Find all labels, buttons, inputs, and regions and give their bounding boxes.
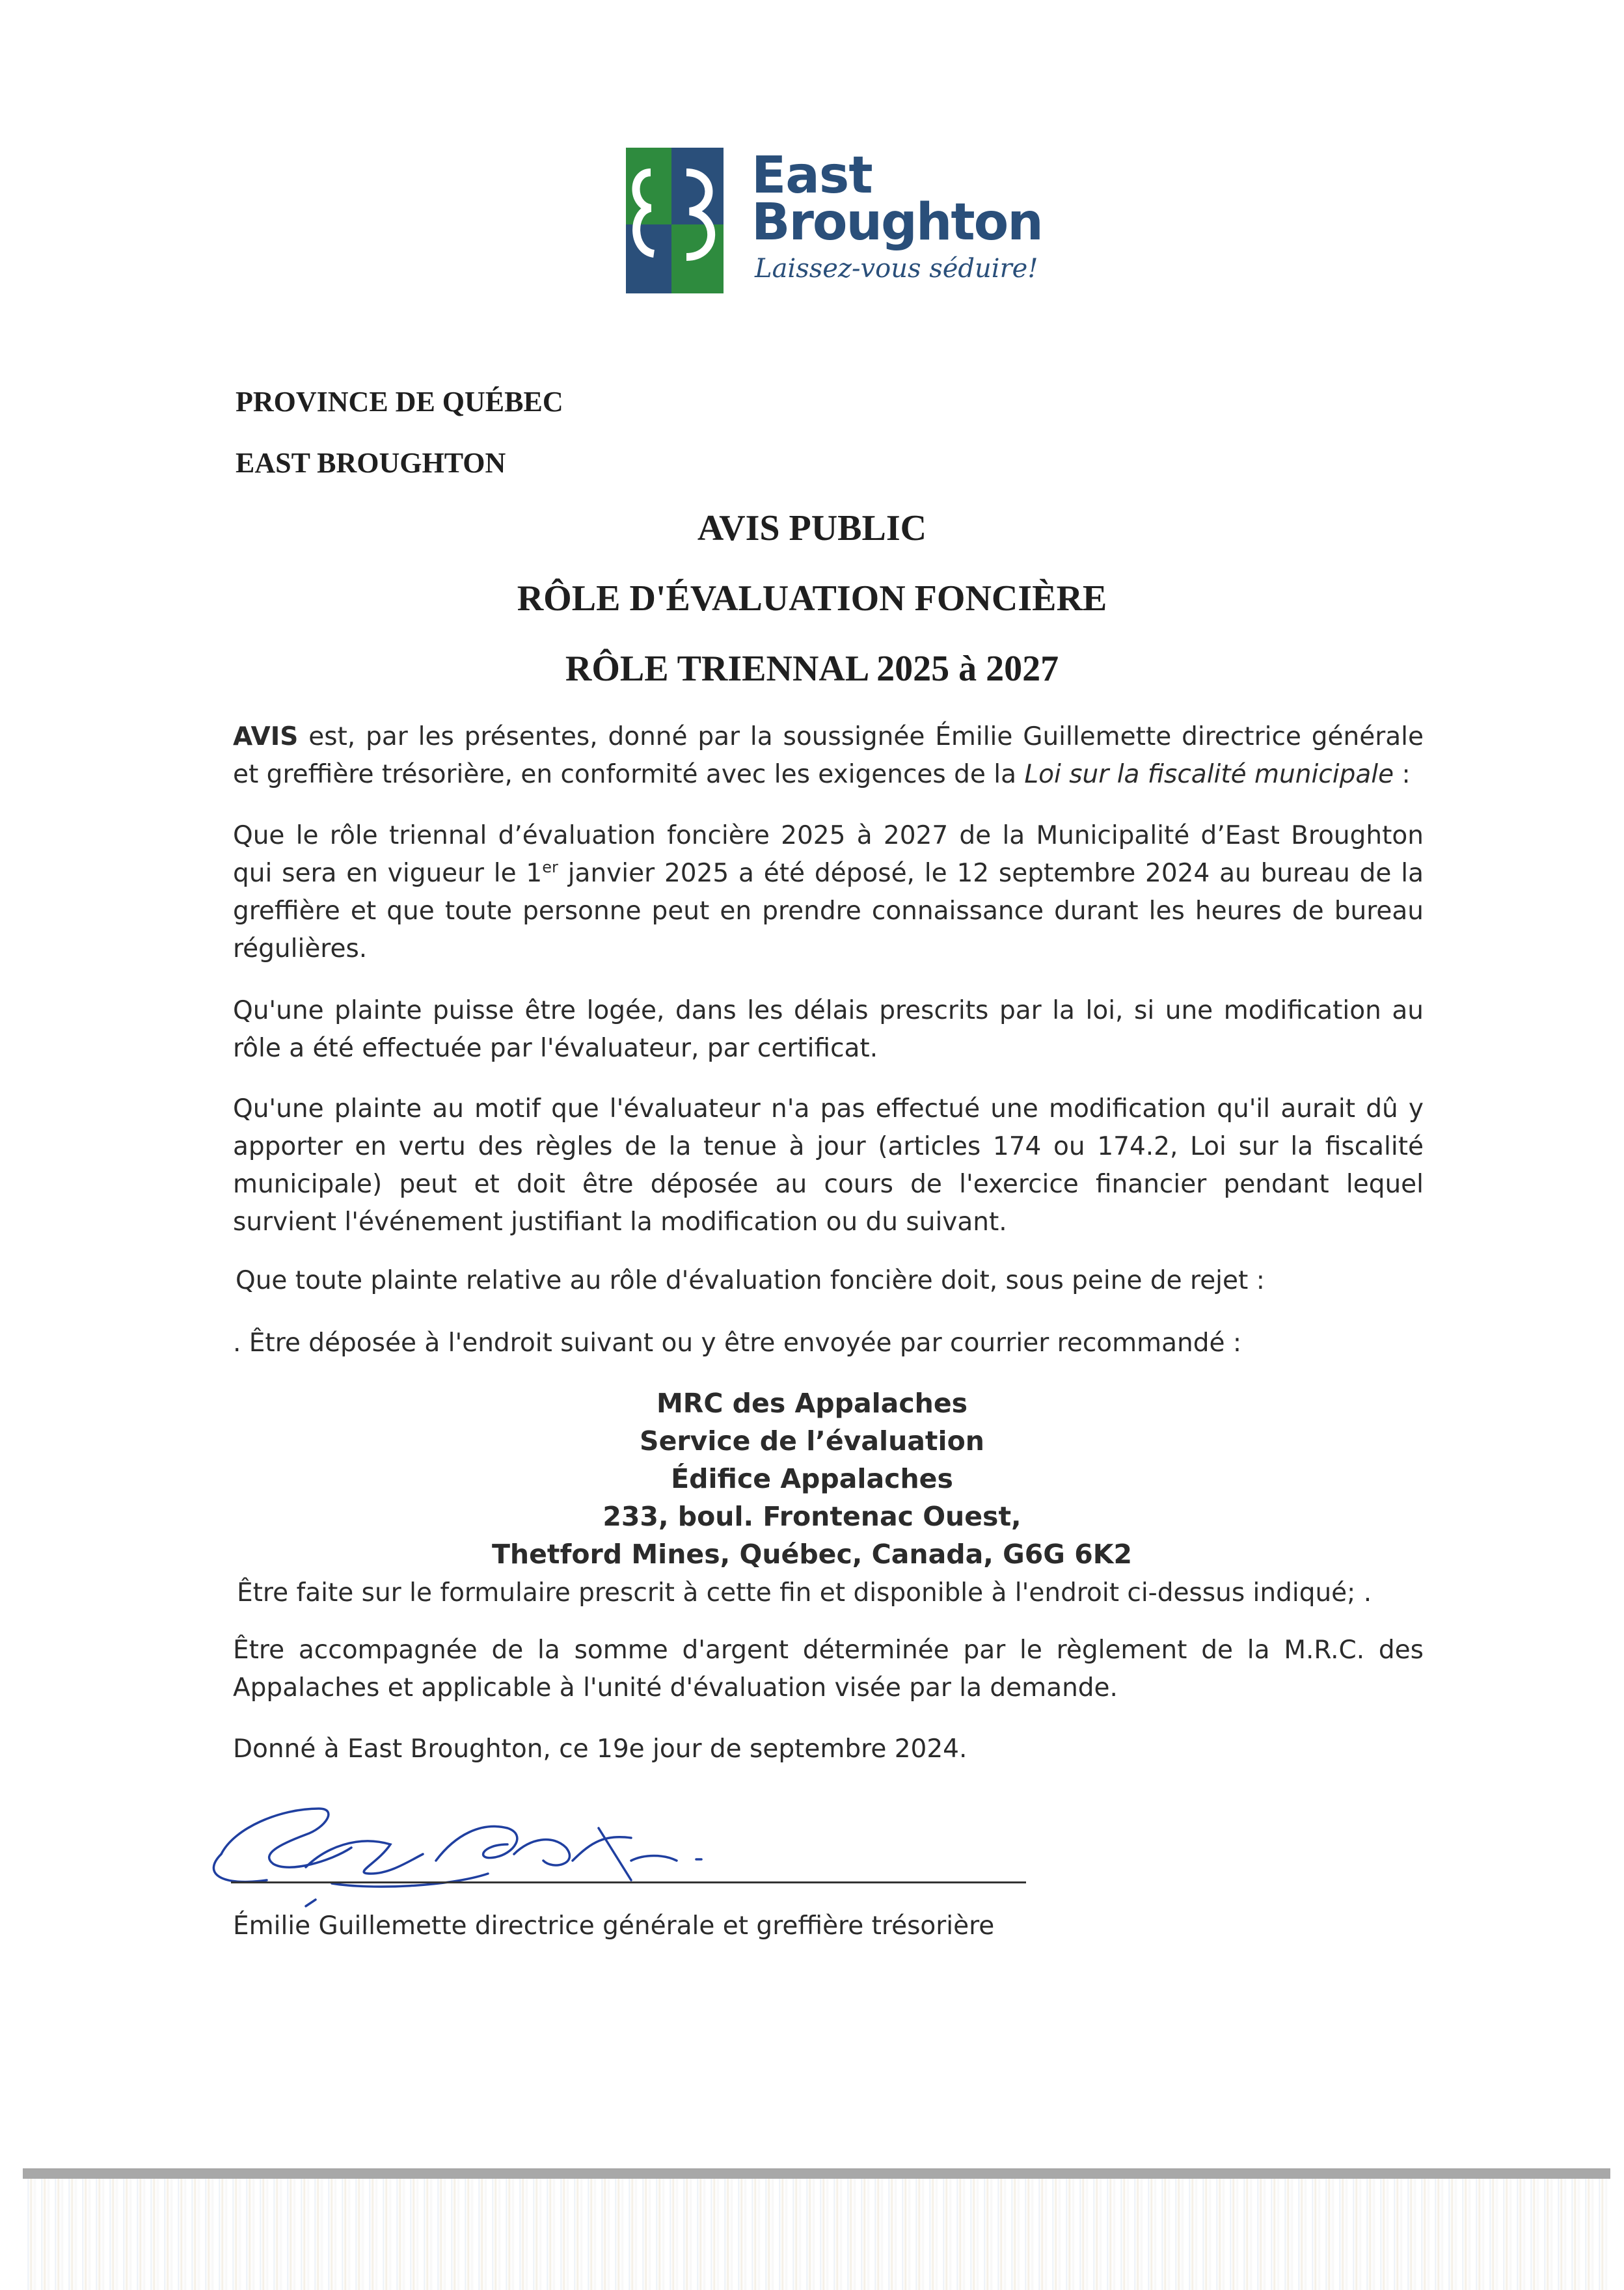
title-public-notice: AVIS PUBLIC <box>697 508 927 548</box>
notice-intro-text: est, par les présentes, donné par la soussignée Émilie Guillemette directrice générale et greffière trésorière, en conformité avec les exigences de la <box>233 722 1424 789</box>
address-line-street: 233, boul. Frontenac Ouest, <box>602 1501 1022 1532</box>
paragraph-fee-requirement: Être accompagnée de la somme d'argent déterminée par le règlement de la M.R.C. des Appalaches et applicable à l'unité d'évaluation visée par la demande. <box>233 1636 1424 1703</box>
paragraph-complaint-requirements: Que toute plainte relative au rôle d'évaluation foncière doit, sous peine de rejet : <box>236 1266 1265 1295</box>
paragraph-deposit-location: . Être déposée à l'endroit suivant ou y être envoyée par courrier recommandé : <box>233 1328 1242 1358</box>
paragraph-form-requirement: Être faite sur le formulaire prescrit à cette fin et disponible à l'endroit ci-dessus indiqué; . <box>237 1578 1372 1608</box>
logo-name-broughton: Broughton <box>751 193 1042 252</box>
paragraph-complaint-modification: Qu'une plainte au motif que l'évaluateur n'a pas effectué une modification qu'il aurait dû y apporter en vertu des règles de la tenue à jour (articles 174 ou 174.2, Loi sur la fiscalité municipale) peut et doit être déposée au cours de l'exercice financier pendant lequel survient l'événement justifiant la modification ou du suivant. <box>233 1094 1424 1237</box>
roll-deposited-text-b: janvier 2025 a été déposé, le 12 septembre 2024 au bureau de la greffière et que toute personne peut en prendre connaissance durant les heures de bureau régulières. <box>233 859 1424 963</box>
handwritten-signature <box>176 1783 761 1926</box>
signatory-name-title: Émilie Guillemette directrice générale et greffière trésorière <box>233 1911 995 1941</box>
address-line-city: Thetford Mines, Québec, Canada, G6G 6K2 <box>491 1539 1133 1570</box>
scan-edge-stripes <box>23 2179 1610 2290</box>
paragraph-roll-deposited <box>233 817 1424 968</box>
municipality-header: EAST BROUGHTON <box>236 447 506 479</box>
scan-edge-bar <box>23 2168 1610 2179</box>
paragraph-complaint-certificate: Qu'une plainte puisse être logée, dans les délais prescrits par la loi, si une modification au rôle a été effectuée par l'évaluateur, par certificat. <box>233 996 1424 1063</box>
eb-monogram-icon <box>625 146 748 296</box>
title-triennial-roll: RÔLE TRIENNAL 2025 à 2027 <box>565 649 1059 689</box>
address-line-service: Service de l’évaluation <box>640 1425 984 1457</box>
east-broughton-logo <box>625 146 1054 296</box>
logo-name-east: East <box>751 146 873 205</box>
address-line-building: Édifice Appalaches <box>671 1463 953 1494</box>
paragraph-notice-intro <box>233 718 1424 794</box>
roll-deposited-text-a: Que le rôle triennal d’évaluation foncière 2025 à 2027 de la Municipalité d’East Broughton qui sera en vigueur le 1 <box>233 821 1424 888</box>
title-assessment-roll: RÔLE D'ÉVALUATION FONCIÈRE <box>517 578 1107 619</box>
law-title: Loi sur la fiscalité municipale <box>1024 760 1394 789</box>
paragraph-given-date: Donné à East Broughton, ce 19e jour de septembre 2024. <box>233 1734 968 1764</box>
notice-bold-word: AVIS <box>233 722 299 751</box>
logo-tagline: Laissez-vous séduire! <box>755 254 1038 284</box>
signature-line <box>231 1881 1026 1883</box>
address-line-mrc: MRC des Appalaches <box>656 1388 968 1419</box>
roll-deposited-sup: er <box>542 858 558 876</box>
notice-intro-end: : <box>1394 760 1411 789</box>
province-header: PROVINCE DE QUÉBEC <box>236 386 563 418</box>
